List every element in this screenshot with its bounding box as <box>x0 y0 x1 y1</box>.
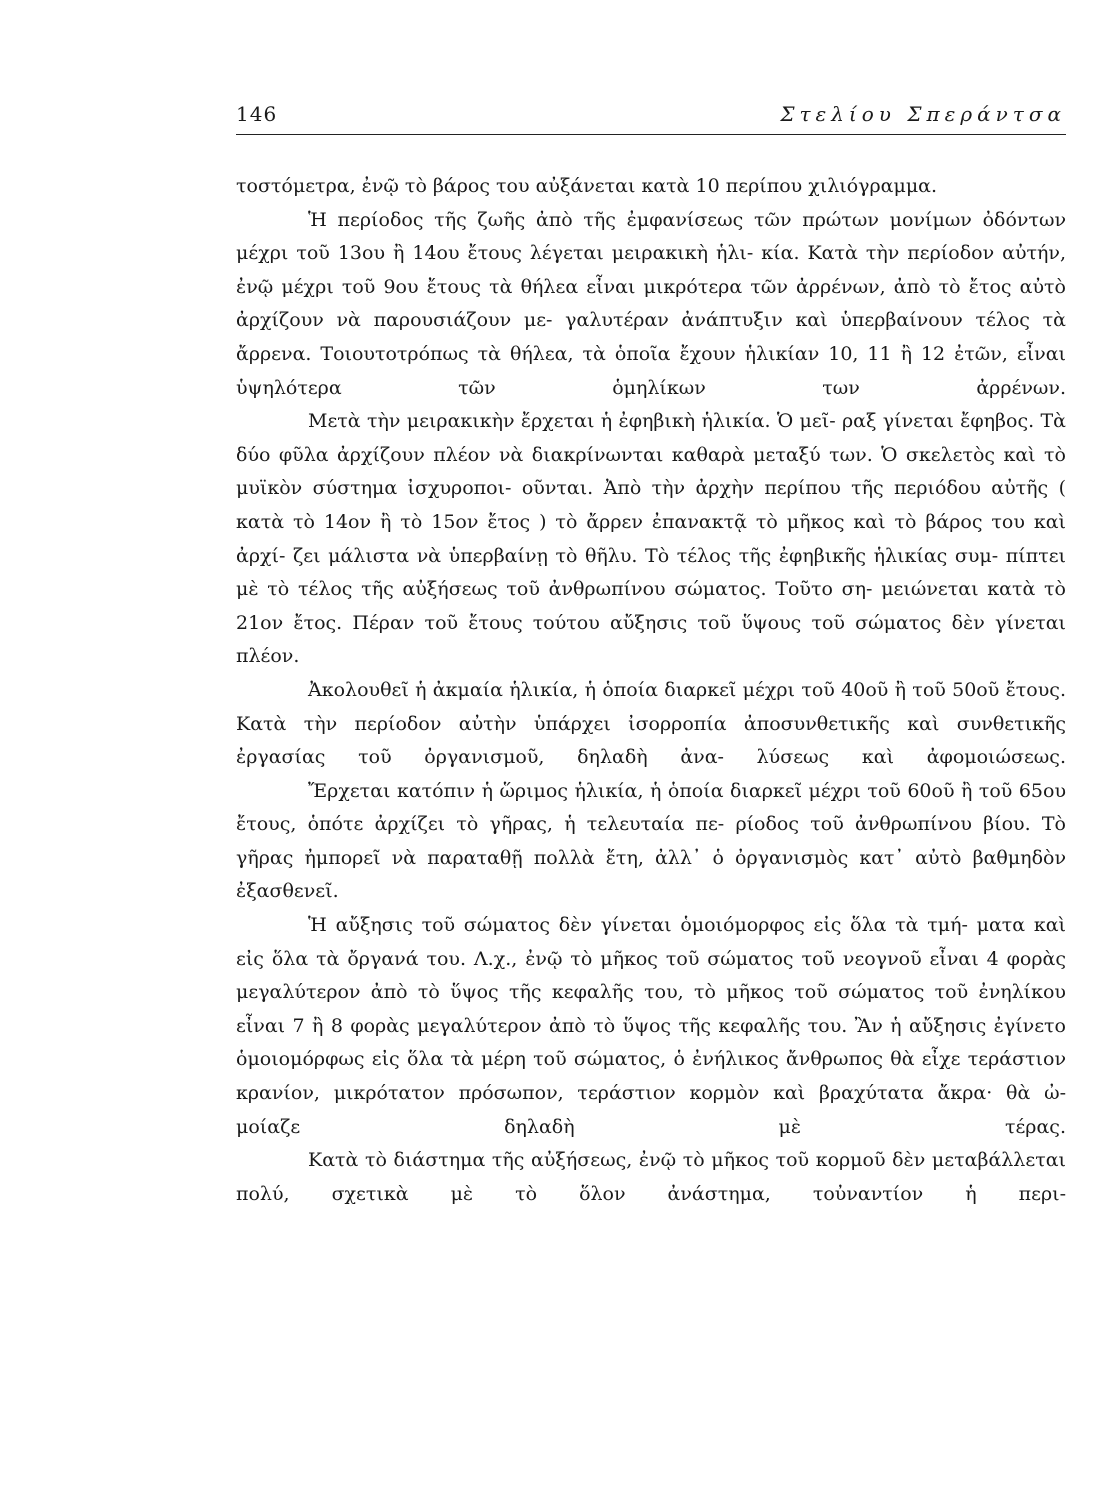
text-line: ματα καὶ εἰς ὅλα τὰ ὄργανά του. Λ.χ., ἐνῷ τὸ μῆκος τοῦ σώματος τοῦ <box>236 914 1066 970</box>
body-text <box>236 170 1066 1211</box>
text-line: μικρότατον πρόσωπον, τεράστιον κορμὸν καὶ βραχύτατα ἄκρα· θὰ ὠ- <box>333 1082 1066 1105</box>
text-line: μειώνεται κατὰ τὸ 21ον ἔτος. Πέραν τοῦ ἔτους τούτου αὔξησις τοῦ ὕψους <box>236 578 1066 634</box>
paragraph-3 <box>236 405 1066 674</box>
text-line: τὸ ὕψος τῆς κεφαλῆς του. Ἂν ἡ αὔξησις ἐγίνετο ὁμοιομόρφως εἰς ὅλα <box>236 1014 1067 1071</box>
paragraph-7 <box>236 1144 1066 1211</box>
page-number: 146 <box>236 102 278 126</box>
text-line: τοῦ σώματος δὲν γίνεται πλέον. <box>236 611 1066 668</box>
text-line: λύσεως καὶ ἀφομοιώσεως. <box>756 746 1066 769</box>
text-line: ραξ γίνεται ἔφηβος. Τὰ δύο φῦλα ἀρχίζουν πλέον νὰ διακρίνωνται <box>236 410 1066 466</box>
text-line: γαλυτέραν ἀνάπτυξιν καὶ ὑπερβαίνουν τέλος τὰ ἄρρενα. Τοιουτοτρόπως <box>236 309 1066 365</box>
text-line: τοστόμετρα, ἐνῷ τὸ βάρος του αὐξάνεται κατὰ 10 περίπου χιλιόγραμμα. <box>236 175 938 197</box>
text-line: τὰ θήλεα, τὰ ὁποῖα ἔχουν ἡλικίαν 10, 11 ἢ 12 ἐτῶν, εἶναι ὑψηλότερα τῶν <box>236 342 1066 399</box>
text-line: μοίαζε δηλαδὴ μὲ τέρας. <box>236 1115 1066 1138</box>
text-line: μῆκος τοῦ σώματος τοῦ ἐνηλίκου εἶναι 7 ἢ 8 φορὰς μεγαλύτερον ἀπὸ <box>236 981 1066 1037</box>
text-line: 40οῦ ἢ τοῦ 50οῦ ἔτους. Κατὰ τὴν περίοδον αὐτὴν ὑπάρχει ἰσορροπία <box>236 678 1066 735</box>
text-line: ἔτη, ἀλλ᾽ ὁ ὀργανισμὸς κατ᾽ αὐτὸ βαθμηδὸν ἐξασθενεῖ. <box>236 846 1066 903</box>
text-line: ζει μάλιστα νὰ ὑπερβαίνῃ τὸ θῆλυ. Τὸ τέλος τῆς ἐφηβικῆς ἡλικίας συμ- <box>292 544 999 567</box>
text-line: κία. Κατὰ τὴν περίοδον αὐτήν, ἐνῷ μέχρι τοῦ 9ου ἔτους τὰ θήλεα εἶναι <box>236 242 1066 298</box>
text-line: πίπτει μὲ τὸ τέλος τῆς αὐξήσεως τοῦ ἀνθρωπίνου σώματος. Τοῦτο ση- <box>236 544 1066 601</box>
text-line: καθαρὰ μεταξύ των. Ὁ σκελετὸς καὶ τὸ μυϊκὸν σύστημα ἰσχυροποι- <box>236 443 1066 500</box>
paragraph-6 <box>236 909 1066 1144</box>
text-line: Ἀκολουθεῖ ἡ ἀκμαία ἡλικία, ἡ ὁποία διαρκεῖ μέχρι τοῦ <box>308 678 835 701</box>
paragraph-2 <box>236 204 1066 406</box>
text-line: τὰ μέρη τοῦ σώματος, ὁ ἐνήλικος ἄνθρωπος θὰ εἶχε τεράστιον κρανίον, <box>236 1048 1066 1105</box>
paragraph-1 <box>236 170 1066 204</box>
paragraph-5 <box>236 775 1066 909</box>
text-line: Ἡ αὔξησις τοῦ σώματος δὲν γίνεται ὁμοιόμορφος εἰς ὅλα τὰ τμή- <box>308 914 968 937</box>
text-line: Ἔρχεται κατόπιν ἡ ὥριμος ἡλικία, ἡ ὁποία διαρκεῖ μέχρι <box>308 779 861 802</box>
running-head: Στελίου Σπεράντσα <box>780 102 1066 126</box>
text-line: Μετὰ τὴν μειρακικὴν ἔρχεται ἡ ἐφηβικὴ ἡλικία. Ὁ μεῖ- <box>308 410 836 433</box>
text-line: Κατὰ τὸ διάστημα τῆς αὐξήσεως, ἐνῷ τὸ μῆκος τοῦ κορμοῦ δὲν <box>308 1149 926 1172</box>
text-line: ὁμηλίκων των ἀρρένων. <box>612 376 1066 399</box>
page-header <box>236 98 1066 135</box>
text-line: μικρότερα τῶν ἀρρένων, ἀπὸ τὸ ἔτος αὐτὸ ἀρχίζουν νὰ παρουσιάζουν με- <box>236 275 1066 332</box>
text-line: ὀδόντων μέχρι τοῦ 13ου ἢ 14ου ἔτους λέγεται μειρακικὴ ἡλι- <box>236 208 1066 265</box>
text-line: ρίοδος τοῦ ἀνθρωπίνου βίου. Τὸ γῆρας ἠμπορεῖ νὰ παραταθῇ πολλὰ <box>236 813 1066 869</box>
text-line: οῦνται. Ἀπὸ τὴν ἀρχὴν περίπου τῆς περιόδου αὐτῆς ( κατὰ τὸ 14ον ἢ <box>236 477 1066 533</box>
text-line: Ἡ περίοδος τῆς ζωῆς ἀπὸ τῆς ἐμφανίσεως τῶν πρώτων μονίμων <box>308 208 972 231</box>
text-line: ἀποσυνθετικῆς καὶ συνθετικῆς ἐργασίας τοῦ ὀργανισμοῦ, δηλαδὴ ἀνα- <box>236 712 1066 769</box>
text-line: νεογνοῦ εἶναι 4 φορὰς μεγαλύτερον ἀπὸ τὸ ὕψος τῆς κεφαλῆς του, τὸ <box>236 947 1066 1004</box>
text-line: μεταβάλλεται πολύ, σχετικὰ μὲ τὸ ὅλον ἀνάστημα, τοὐναντίον ἡ περι- <box>236 1149 1066 1205</box>
text-line: τὸ 15ον ἔτος ) τὸ ἄρρεν ἐπανακτᾷ τὸ μῆκος καὶ τὸ βάρος του καὶ ἀρχί- <box>236 510 1067 567</box>
paragraph-4 <box>236 674 1066 775</box>
text-line: τοῦ 60οῦ ἢ τοῦ 65ου ἔτους, ὁπότε ἀρχίζει τὸ γῆρας, ἡ τελευταία πε- <box>236 779 1066 836</box>
